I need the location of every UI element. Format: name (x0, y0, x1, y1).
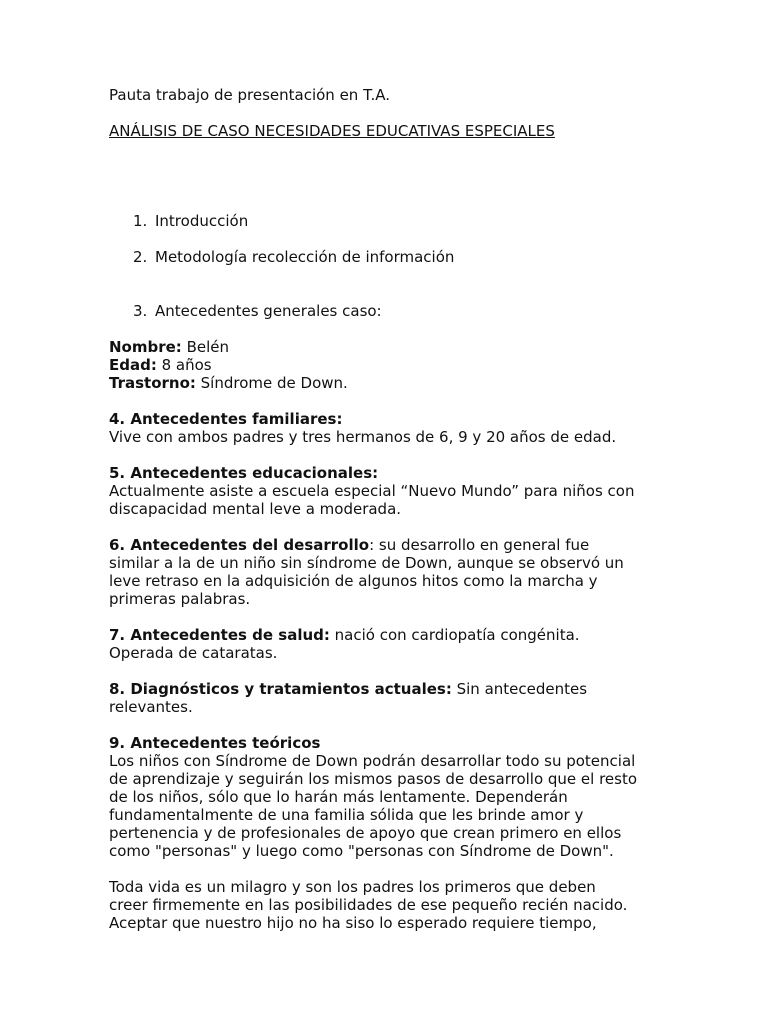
section-heading: 7. Antecedentes de salud: (109, 626, 330, 644)
outline-list (109, 212, 709, 320)
section-text: leve retraso en la adquisición de algunos hitos como la marcha y (109, 572, 598, 590)
document-header: Pauta trabajo de presentación en T.A. (109, 86, 390, 104)
section-text: Operada de cataratas. (109, 644, 278, 662)
field-age (109, 356, 709, 374)
field-name (109, 338, 709, 356)
section-inline-text: Sin antecedentes (451, 680, 588, 698)
paragraph-closing (109, 878, 709, 932)
paragraph-text: creer firmemente en las posibilidades de ese pequeño recién nacido. (109, 896, 628, 914)
section-text: Vive con ambos padres y tres hermanos de 6, 9 y 20 años de edad. (109, 428, 617, 446)
list-number: 1. (133, 212, 148, 230)
section-family (109, 410, 709, 446)
list-item (109, 248, 709, 266)
list-number: 3. (133, 302, 148, 320)
section-heading: 4. Antecedentes familiares: (109, 410, 343, 428)
section-text: de los niños, sólo que lo harán más lentamente. Dependerán (109, 788, 568, 806)
section-text: discapacidad mental leve a moderada. (109, 500, 402, 518)
field-disorder (109, 374, 709, 392)
field-value: Belén (181, 338, 229, 356)
section-text: Actualmente asiste a escuela especial “Nuevo Mundo” para niños con (109, 482, 635, 500)
section-first-line (109, 680, 709, 698)
section-text: relevantes. (109, 698, 193, 716)
list-text: Metodología recolección de información (155, 248, 455, 266)
list-number: 2. (133, 248, 148, 266)
section-inline-text: nació con cardiopatía congénita. (329, 626, 580, 644)
section-heading: 6. Antecedentes del desarrollo (109, 536, 370, 554)
list-item (109, 302, 709, 320)
field-label: Nombre: (109, 338, 182, 356)
section-first-line (109, 626, 709, 644)
section-heading: 5. Antecedentes educacionales: (109, 464, 379, 482)
field-value: Síndrome de Down. (195, 374, 348, 392)
section-text: primeras palabras. (109, 590, 251, 608)
section-diagnosis (109, 680, 709, 716)
document-title: ANÁLISIS DE CASO NECESIDADES EDUCATIVAS ESPECIALES (109, 122, 555, 140)
section-text: Los niños con Síndrome de Down podrán desarrollar todo su potencial (109, 752, 636, 770)
section-text: fundamentalmente de una familia sólida que les brinde amor y (109, 806, 584, 824)
section-education (109, 464, 709, 518)
section-text: pertenencia y de profesionales de apoyo que crean primero en ellos (109, 824, 622, 842)
field-label: Trastorno: (109, 374, 196, 392)
list-text: Antecedentes generales caso: (155, 302, 382, 320)
field-label: Edad: (109, 356, 157, 374)
section-theory (109, 734, 709, 860)
list-text: Introducción (155, 212, 249, 230)
section-text: de aprendizaje y seguirán los mismos pasos de desarrollo que el resto (109, 770, 638, 788)
section-heading: 9. Antecedentes teóricos (109, 734, 321, 752)
section-heading: 8. Diagnósticos y tratamientos actuales: (109, 680, 452, 698)
list-item (109, 212, 709, 230)
section-text: similar a la de un niño sin síndrome de Down, aunque se observó un (109, 554, 624, 572)
section-inline-text: : su desarrollo en general fue (369, 536, 590, 554)
document-page (109, 86, 709, 932)
section-first-line (109, 536, 709, 554)
section-text: como "personas" y luego como "personas con Síndrome de Down". (109, 842, 614, 860)
case-fields (109, 338, 709, 392)
field-value: 8 años (156, 356, 212, 374)
paragraph-text: Aceptar que nuestro hijo no ha siso lo esperado requiere tiempo, (109, 914, 597, 932)
section-development (109, 536, 709, 608)
paragraph-text: Toda vida es un milagro y son los padres los primeros que deben (109, 878, 596, 896)
section-health (109, 626, 709, 662)
